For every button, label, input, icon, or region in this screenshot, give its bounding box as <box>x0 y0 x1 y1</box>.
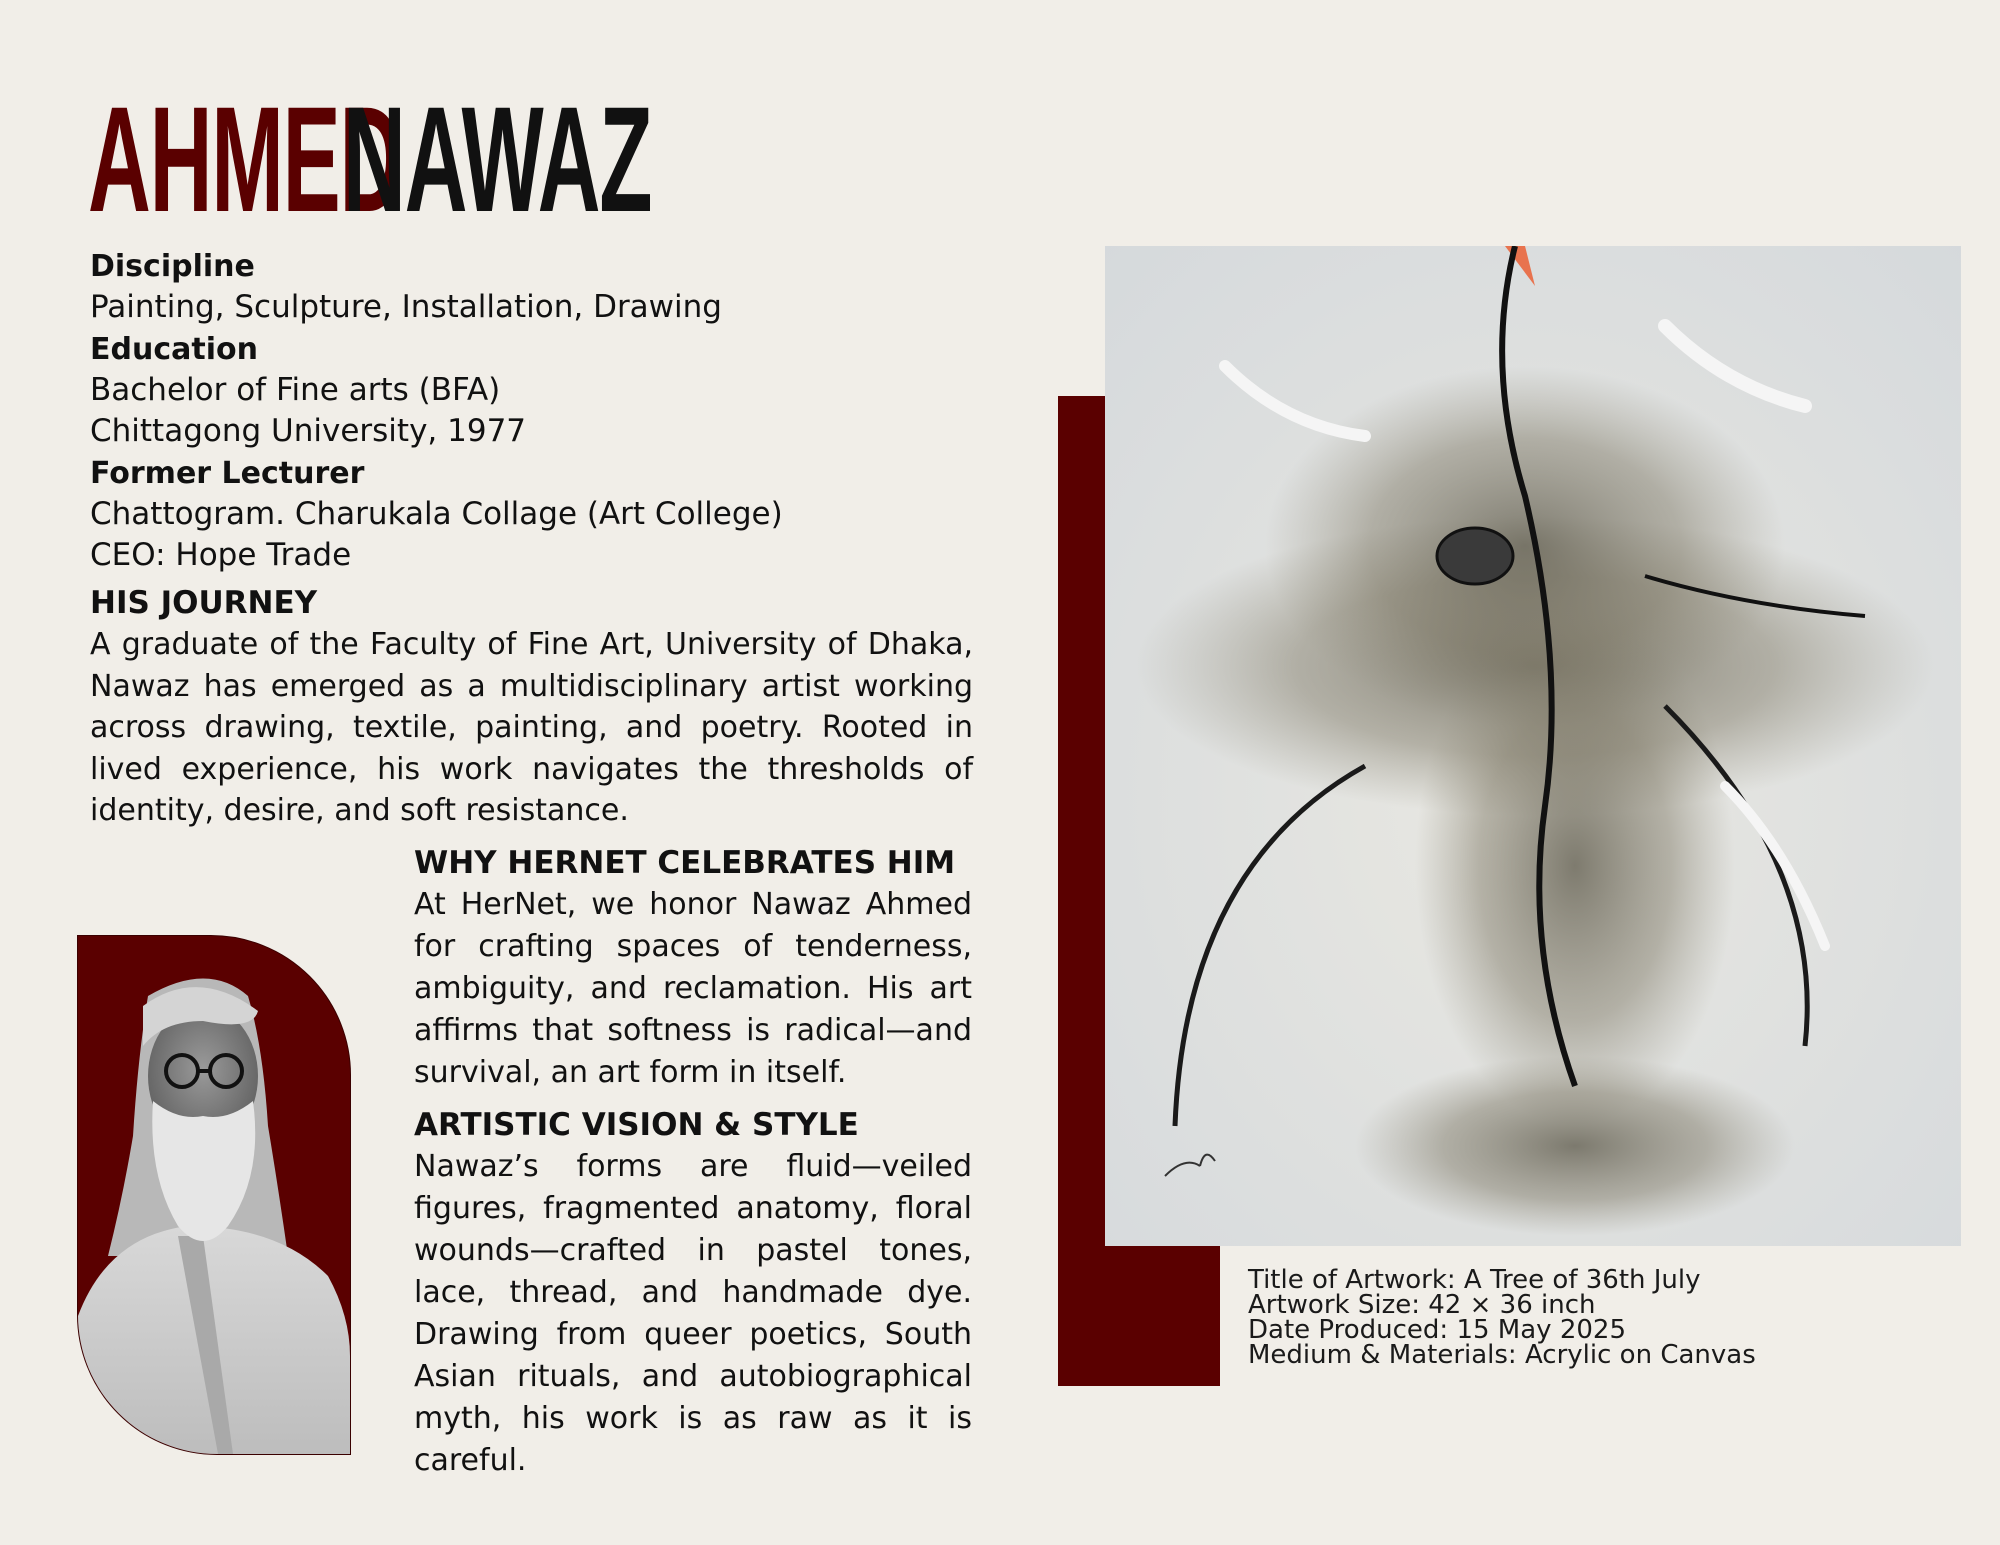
artwork-date: Date Produced: 15 May 2025 <box>1248 1315 1626 1345</box>
discipline-label: Discipline <box>90 249 255 284</box>
vision-heading: ARTISTIC VISION & STYLE <box>414 1107 859 1143</box>
vision-text: Nawaz’s forms are fluid—veiled figures, fragmented anatomy, floral wounds—crafted in pastel tones, lace, thread, and handmade dye. Drawing from queer poetics, South Asian rituals, and autobiographical myth, his work is as raw as it is careful. <box>414 1149 972 1478</box>
education-school: Chittagong University, 1977 <box>90 413 527 449</box>
artwork-size: Artwork Size: 42 × 36 inch <box>1248 1290 1596 1320</box>
artist-portrait-image <box>78 936 350 1454</box>
former-lecturer-label: Former Lecturer <box>90 456 365 491</box>
journey-heading: HIS JOURNEY <box>90 585 318 621</box>
artwork-medium: Medium & Materials: Acrylic on Canvas <box>1248 1340 1756 1370</box>
artist-portrait <box>77 935 351 1455</box>
artist-name-title <box>88 75 652 243</box>
celebrate-heading: WHY HERNET CELEBRATES HIM <box>414 845 956 881</box>
education-label: Education <box>90 332 258 367</box>
journey-text: A graduate of the Faculty of Fine Art, University of Dhaka, Nawaz has emerged as a multidisciplinary artist working across drawing, textile, painting, and poetry. Rooted in lived experience, his work navigates the thresholds of identity, desire, and soft resistance. <box>90 627 973 828</box>
artwork-caption <box>1248 1265 1756 1370</box>
celebrate-text: At HerNet, we honor Nawaz Ahmed for crafting spaces of tenderness, ambiguity, and reclamation. His art affirms that softness is radical—and survival, an art form in itself. <box>414 887 972 1090</box>
lecturer-place: Chattogram. Charukala Collage (Art College) <box>90 496 783 532</box>
artwork-title: Title of Artwork: A Tree of 36th July <box>1248 1265 1701 1295</box>
artist-info-block <box>90 245 990 832</box>
education-degree: Bachelor of Fine arts (BFA) <box>90 372 501 408</box>
ceo-line: CEO: Hope Trade <box>90 537 352 573</box>
artist-last-name: NAWAZ <box>343 75 652 243</box>
artwork-image <box>1105 246 1961 1246</box>
artist-first-name: AHMED <box>88 75 402 243</box>
artwork-painting <box>1105 246 1961 1246</box>
artist-statements <box>414 842 972 1492</box>
discipline-value: Painting, Sculpture, Installation, Drawing <box>90 289 722 325</box>
